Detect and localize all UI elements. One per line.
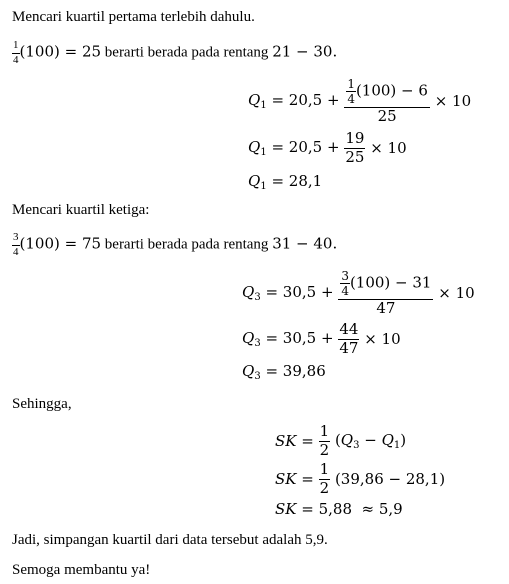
half-denominator: 2 [319,440,330,459]
q3-subscript: 3 [254,292,261,304]
q1-eq1-lhs: = 20,5 + [266,91,340,110]
q3-eq1-num-rest: (100) − 31 [349,273,432,292]
q3-position-text: berarti berada pada rentang [101,236,273,253]
half-numerator: 1 [319,422,330,440]
q1-eq2-multiplier: × 10 [370,139,407,158]
q1-subscript: 1 [260,181,267,192]
q1-subscript: 1 [393,440,401,452]
q3-eq2-numerator: 44 [339,320,359,338]
q1-equation-3 [248,172,322,192]
closing-text: Semoga membantu ya! [12,562,151,578]
q1-position-line [12,40,337,66]
q3-eq2-lhs: = 30,5 + [260,329,334,348]
q1-equation-1 [248,78,471,125]
q1-subscript: 1 [260,147,267,159]
equals-sign: = [296,470,314,489]
half-denominator: 2 [319,478,330,497]
q1-symbol: Q [248,172,261,190]
open-paren: ( [334,431,341,450]
sk-eq2-difference: (39,86 − 28,1) [334,470,446,489]
sk-eq1-parenthesis [335,431,406,451]
sk-result: = 5,88 ≈ 5,9 [296,500,403,518]
q3-equation-1 [242,270,475,317]
intro-q1-text: Mencari kuartil pertama terlebih dahulu. [12,9,255,25]
sehingga-text: Sehingga, [12,396,72,412]
inner-denominator: 4 [347,92,355,106]
q1-eq2-denominator: 25 [345,147,365,166]
sk-equation-3 [275,500,403,518]
q3-eq1-denominator: 47 [376,299,396,317]
q1-eq1-multiplier: × 10 [434,92,472,111]
q3-eq2-denominator: 47 [339,338,359,357]
frac-denominator: 4 [13,53,19,66]
q1-eq1-inner-fraction [346,78,356,105]
frac-numerator: 1 [12,40,20,54]
sk-symbol: SK [275,470,297,489]
q1-position-text: berarti berada pada rentang [101,44,273,61]
inner-numerator: 3 [341,269,349,283]
q3-eq1-numerator [338,270,433,300]
q1-eq1-fraction [344,78,430,125]
sk-equation-2 [275,462,445,497]
q1-equation-2 [248,131,407,166]
q3-eq2-fraction [338,322,359,357]
half-numerator: 1 [319,460,330,478]
q1-eq2-lhs: = 20,5 + [266,138,340,157]
q3-symbol: Q [242,362,255,380]
sk-eq1-half [319,424,331,459]
q1-symbol: Q [381,431,394,450]
q3-eq1-multiplier: × 10 [438,284,475,303]
equals-sign: = [296,432,314,451]
intro-q3-text: Mencari kuartil ketiga: [12,202,150,218]
q3-subscript: 3 [353,440,360,452]
q3-subscript: 3 [254,338,261,350]
frac-numerator: 3 [12,232,20,246]
sk-eq2-half [319,462,331,497]
inner-denominator: 4 [341,284,349,298]
inner-numerator: 1 [347,77,355,91]
q3-subscript: 3 [254,371,261,382]
quarter-fraction [12,40,20,66]
q3-equation-3 [242,362,326,382]
q1-symbol: Q [248,138,261,157]
q1-eq1-denominator: 25 [377,107,397,125]
q1-eq1-numerator [344,78,430,108]
q1-eq1-num-rest: (100) − 6 [355,81,428,100]
close-paren: ) [400,431,407,450]
q1-subscript: 1 [260,100,267,112]
q3-eq1-inner-fraction [340,270,350,297]
q1-symbol: Q [248,91,261,110]
frac-denominator: 4 [13,245,19,258]
q3-result: = 39,86 [260,362,326,380]
q3-range: 31 − 40. [272,234,338,253]
sk-equation-1 [275,424,406,459]
q1-eq2-fraction [344,131,365,166]
q1-eq2-numerator: 19 [345,129,365,147]
q3-eq1-fraction [338,270,433,317]
q3-symbol: Q [340,431,354,450]
minus-sign: − [359,431,382,450]
sk-symbol: SK [275,500,297,518]
q3-position-expr: (100) = 75 [19,234,102,253]
three-quarter-fraction [12,232,20,258]
q1-range: 21 − 30. [272,42,338,61]
q1-position-expr: (100) = 25 [19,42,102,61]
q3-eq2-multiplier: × 10 [364,330,401,349]
q3-symbol: Q [242,283,255,302]
conclusion-text: Jadi, simpangan kuartil dari data tersebut adalah 5,9. [12,532,328,548]
sk-symbol: SK [275,432,297,451]
q3-equation-2 [242,322,401,357]
q3-eq1-lhs: = 30,5 + [260,283,334,302]
q3-position-line [12,232,337,258]
q3-symbol: Q [242,329,255,348]
q1-result: = 28,1 [266,172,323,190]
